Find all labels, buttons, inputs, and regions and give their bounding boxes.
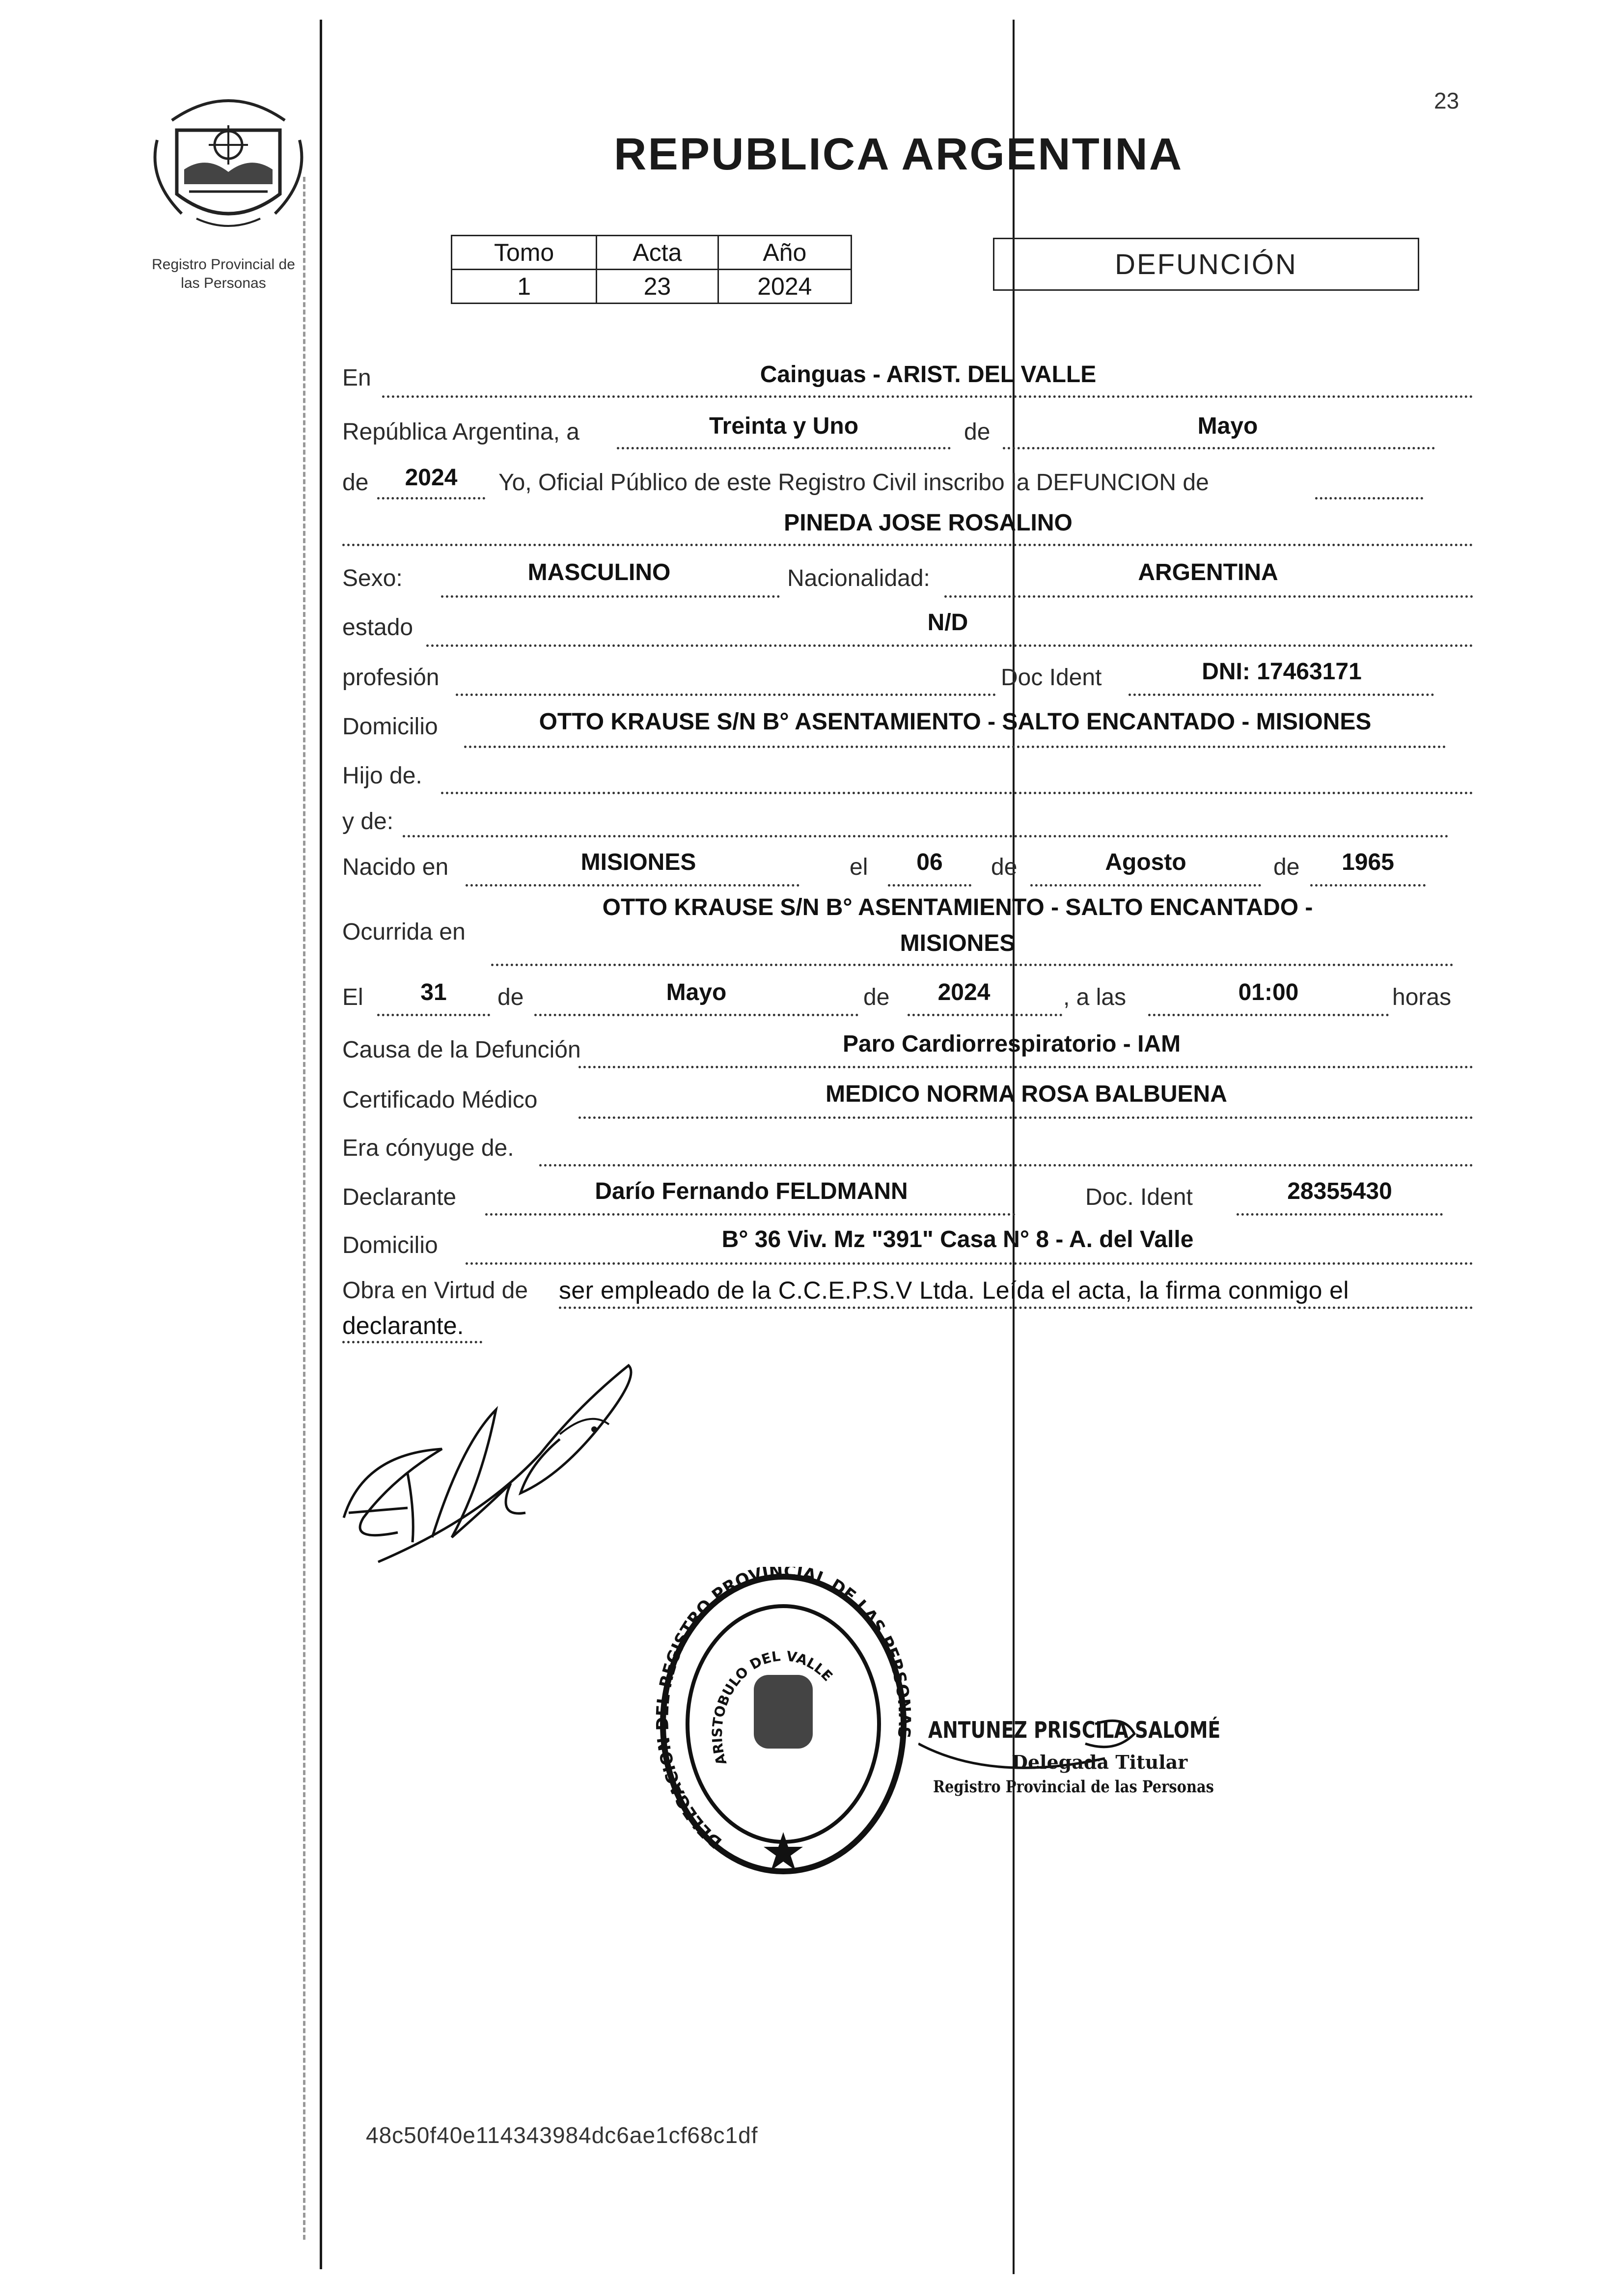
nacionalidad-label: Nacionalidad: [787,565,930,591]
estado: N/D [927,610,968,636]
nacido-lugar: MISIONES [580,849,696,875]
declarante: Darío Fernando FELDMANN [595,1178,908,1204]
month: Mayo [1197,413,1258,439]
left-margin-line [320,20,322,2269]
provincial-logo [142,86,314,243]
causa-line [578,1066,1473,1068]
ocurrida-label: Ocurrida en [342,919,466,945]
obra-text-1: ser empleado de la C.C.E.P.S.V Ltda. Leída el acta, la firma conmigo el [559,1277,1349,1304]
declarant-signature [334,1356,658,1582]
ocurrida-line [491,964,1454,966]
horas-label: horas [1392,984,1452,1010]
de-label-6: de [863,984,890,1010]
conyuge-line [539,1164,1473,1167]
obra-line-2 [342,1341,482,1343]
oficial-tail-line [1315,497,1423,500]
yde-label: y de: [342,808,394,835]
alas-label: , a las [1063,984,1127,1010]
en-label: En [342,365,371,391]
doc-ident-label: Doc Ident [1001,665,1102,691]
nacido-lugar-line [466,884,799,887]
stamp-outer-text: DELEGACION DEL REGISTRO PROVINCIAL DE LAS PERSONAS [653,1567,913,1852]
register-header-row [452,236,852,270]
register-table [451,235,852,304]
tomo-value: 1 [452,270,597,304]
logo-caption [123,255,324,293]
nacionalidad-line [944,595,1473,598]
place-line [382,395,1473,398]
obra-label: Obra en Virtud de [342,1278,528,1304]
official-stamp [653,1567,913,1881]
conyuge-label: Era cónyuge de. [342,1135,514,1161]
birth-month: Agosto [1105,849,1186,875]
yde-line [403,835,1449,837]
tomo-header: Tomo [452,236,597,270]
republica-label: República Argentina, a [342,419,579,445]
declarante-doc-line [1237,1213,1443,1216]
birth-day-line [888,884,971,887]
signature-icon [334,1356,658,1582]
year-line [377,497,485,500]
act-type-box [993,238,1419,291]
nacionalidad: ARGENTINA [1138,559,1278,585]
death-day-line [377,1014,490,1016]
year: 2024 [405,465,458,491]
sexo-label: Sexo: [342,565,403,591]
death-month-line [534,1014,858,1016]
causa-label: Causa de la Defunción [342,1037,581,1063]
sexo-line [441,595,780,598]
death-time: 01:00 [1238,979,1299,1005]
certificado: MEDICO NORMA ROSA BALBUENA [826,1081,1227,1107]
acta-header: Acta [597,236,718,270]
fold-line [1013,20,1015,2274]
certificado-label: Certificado Médico [342,1087,538,1113]
day-words-line [617,447,951,449]
obra-text-2: declarante. [342,1312,464,1339]
doc-line [1129,694,1434,696]
domicilio: OTTO KRAUSE S/N B° ASENTAMIENTO - SALTO ENCANTADO - MISIONES [539,709,1372,735]
estado-label: estado [342,614,413,640]
deceased-name: PINEDA JOSE ROSALINO [784,510,1073,536]
de-label-3: de [991,854,1018,880]
ocurrida-line1: OTTO KRAUSE S/N B° ASENTAMIENTO - SALTO ENCANTADO - [602,894,1313,920]
doc-ident-label-2: Doc. Ident [1085,1184,1193,1210]
birth-year-line [1310,884,1426,887]
el-label-2: El [342,984,363,1010]
declarante-domicilio: B° 36 Viv. Mz "391" Casa N° 8 - A. del Valle [721,1226,1194,1252]
oficial-text: Yo, Oficial Público de este Registro Civil inscribo la DEFUNCION de [498,470,1209,496]
act-type: DEFUNCIÓN [1115,248,1297,280]
nacido-label: Nacido en [342,854,449,880]
stamp-inner-text: ARISTOBULO DEL VALLE [709,1648,836,1767]
declarante-domicilio-line [466,1262,1473,1265]
domicilio-label-2: Domicilio [342,1232,438,1258]
domicilio-line [464,746,1446,748]
profesion-line [456,694,996,696]
de-label-5: de [497,984,524,1010]
hijo-line [441,792,1473,794]
acta-value: 23 [597,270,718,304]
de-label: de [964,419,991,445]
doc-number: DNI: 17463171 [1202,659,1362,685]
birth-year: 1965 [1342,849,1394,875]
ano-header: Año [718,236,851,270]
official-role: Delegada Titular [1012,1751,1188,1773]
death-time-line [1148,1014,1389,1016]
ano-value: 2024 [718,270,851,304]
place: Cainguas - ARIST. DEL VALLE [760,362,1097,388]
declarante-doc: 28355430 [1287,1178,1392,1204]
hijo-label: Hijo de. [342,763,422,789]
estado-line [426,644,1473,647]
day-words: Treinta y Uno [709,413,859,439]
death-year-line [908,1014,1062,1016]
obra-line-1 [559,1307,1473,1309]
sexo: MASCULINO [527,559,671,585]
birth-day: 06 [916,849,943,875]
el-label: el [850,854,868,880]
causa: Paro Cardiorrespiratorio - IAM [842,1031,1181,1057]
declarante-line [485,1213,1016,1216]
official-institution: Registro Provincial de las Personas [933,1777,1214,1797]
register-value-row [452,270,852,304]
de-label-4: de [1273,854,1300,880]
deceased-line [342,544,1473,546]
page-number: 23 [1434,88,1459,113]
margin-ticks [303,177,305,2240]
death-year: 2024 [937,979,991,1005]
document-title: REPUBLICA ARGENTINA [614,129,1184,179]
death-day: 31 [420,979,447,1005]
official-name: ANTUNEZ PRISCILA SALOMÉ [928,1717,1221,1743]
provincial-seal-icon [142,86,314,243]
logo-caption-line2: las Personas [181,275,266,291]
domicilio-label: Domicilio [342,714,438,740]
document-hash: 48c50f40e114343984dc6ae1cf68c1df [366,2122,758,2148]
month-line [1003,447,1435,449]
de-label-2: de [342,470,369,496]
death-month: Mayo [666,979,727,1005]
stamp-seal-icon [653,1567,913,1881]
declarante-label: Declarante [342,1184,457,1210]
ocurrida-line2: MISIONES [900,930,1016,956]
logo-caption-line1: Registro Provincial de [152,256,295,273]
official-block [918,1714,1262,1827]
certificado-line [578,1116,1473,1119]
profesion-label: profesión [342,665,440,691]
birth-month-line [1030,884,1261,887]
